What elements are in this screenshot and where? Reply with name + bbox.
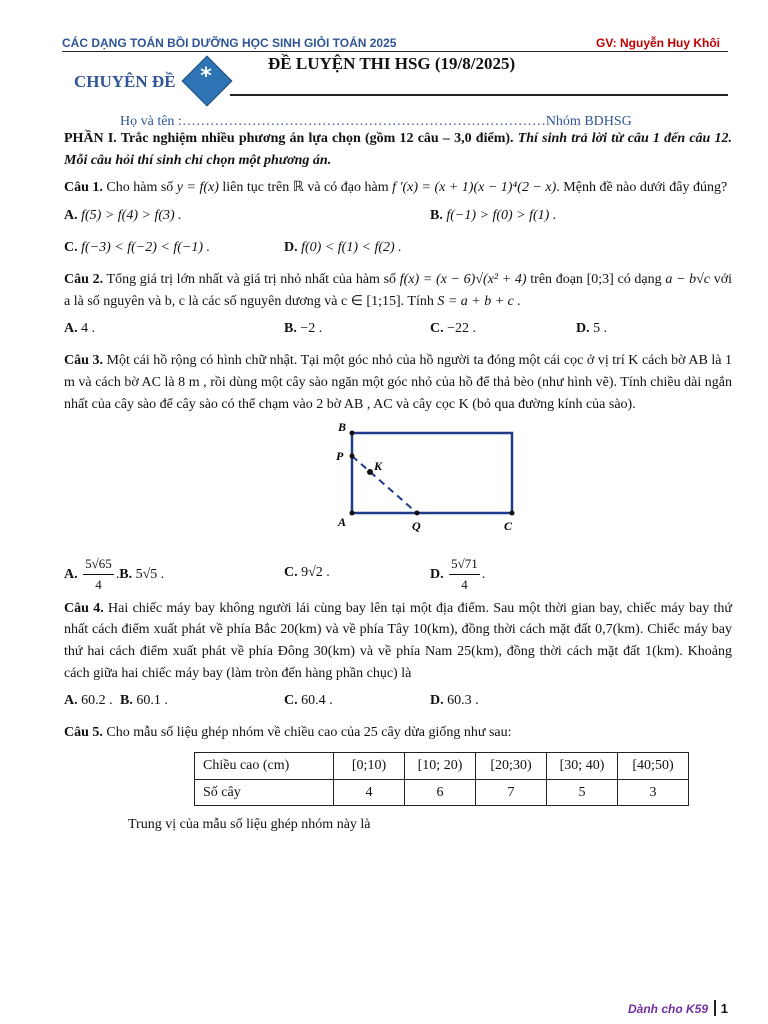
question-text: với a là số nguyên và b, c là các số nguyên dương và c ∈ [1;15]. Tính <box>64 272 733 309</box>
question-2 <box>64 269 732 312</box>
option-c[interactable]: C. 9√2 . <box>284 564 330 580</box>
label-q: Q <box>412 518 421 533</box>
q4-options <box>64 690 732 714</box>
point-q <box>415 510 420 515</box>
table-cell: [0;10) <box>334 752 405 779</box>
row-header: Chiều cao (cm) <box>195 752 334 779</box>
option-c[interactable]: C. f(−3) < f(−2) < f(−1) . <box>64 240 211 256</box>
option-a[interactable]: A. 60.2 . <box>64 693 113 709</box>
question-5-followup: Trung vị của mẫu số liệu ghép nhóm này là <box>128 817 371 833</box>
fraction: $\frac{5√65}{4}$ <box>85 555 112 592</box>
q3-options <box>64 550 732 590</box>
question-5 <box>64 722 732 744</box>
header-rule <box>62 51 728 52</box>
question-1 <box>64 177 732 199</box>
footer-divider <box>714 1000 716 1016</box>
topic-label: CHUYÊN ĐỀ <box>74 72 176 91</box>
option-d[interactable]: D. f(0) < f(1) < f(2) . <box>284 240 402 256</box>
option-d[interactable]: D. 5 . <box>576 321 608 337</box>
rectangle-diagram <box>292 419 513 542</box>
math-expression: S = a + b + c . <box>437 293 521 309</box>
question-3 <box>64 350 732 415</box>
question-label: Câu 5. <box>64 725 103 741</box>
table-row <box>195 752 689 779</box>
option-b[interactable]: B. f(−1) > f(0) > f(1) . <box>430 208 557 224</box>
question-4 <box>64 598 732 685</box>
table-cell: [30; 40) <box>547 752 618 779</box>
question-label: Câu 2. <box>64 272 104 288</box>
table-cell: 3 <box>618 779 689 806</box>
part1-instruction: Thí sinh trả lời từ câu 1 đến câu 12. Mỗi câu hỏi thí sinh chỉ chọn một phương án. <box>64 131 733 168</box>
question-text: Cho hàm số <box>106 180 174 196</box>
table-cell: [10; 20) <box>405 752 476 779</box>
option-d[interactable]: D. $\frac{5√71}{4}$ . <box>430 554 485 595</box>
point-k <box>367 469 373 475</box>
option-a[interactable]: A. 4 . <box>64 321 96 337</box>
table-cell: [40;50) <box>618 752 689 779</box>
exam-content <box>64 128 732 842</box>
question-text: liên tục trên ℝ và có đạo hàm <box>222 180 389 196</box>
point-p <box>350 453 355 458</box>
page-number: 1 <box>720 1001 728 1016</box>
label-a: A <box>338 514 347 529</box>
point-a <box>350 510 355 515</box>
question-label: Câu 4. <box>64 600 104 616</box>
question-text: Hai chiếc máy bay không người lái cùng bay lên tại một địa điểm. Sau một thời gian bay, chiếc máy bay thứ nhất cách điểm xuất phát về phía Bắc 20(km) và về phía Tây 10(km), đồng thời cách mặt đất 0,7(km). Chiếc máy bay thứ hai cách điểm xuất phát về phía Đông 30(km) và về phía Nam 25(km), đồng thời cách mặt đất 1(km). Khoảng cách giữa hai chiếc máy bay (làm tròn đến hàng phần chục) là <box>64 600 732 681</box>
topic-badge <box>182 56 230 104</box>
header-series-title: CÁC DẠNG TOÁN BỒI DƯỠNG HỌC SINH GIỎI TOÁN 2025 <box>62 36 397 50</box>
table-cell: 7 <box>476 779 547 806</box>
part1-intro <box>64 128 732 171</box>
lake-rectangle <box>352 433 512 513</box>
frequency-table <box>194 752 689 806</box>
question-text: Tổng giá trị lớn nhất và giá trị nhỏ nhất của hàm số <box>106 272 397 288</box>
exam-title: ĐỀ LUYỆN THI HSG (19/8/2025) <box>268 54 516 73</box>
title-rule <box>230 94 728 96</box>
label-c: C <box>504 518 513 533</box>
label-b: B <box>338 419 347 434</box>
lake-figure <box>292 419 513 542</box>
question-label: Câu 1. <box>64 180 103 196</box>
label-k: K <box>374 458 383 473</box>
option-c[interactable]: C. −22 . <box>430 321 477 337</box>
header-author: GV: Nguyễn Huy Khôi <box>595 36 720 50</box>
table-cell: 6 <box>405 779 476 806</box>
question-text: . Mệnh đề nào dưới đây đúng? <box>556 180 728 196</box>
option-d[interactable]: D. 60.3 . <box>430 693 479 709</box>
table-row <box>195 779 689 806</box>
student-name-line: Họ và tên :……………………………………………………………………Nhóm BDHSG <box>120 114 632 129</box>
point-b <box>350 430 355 435</box>
table-cell: 4 <box>334 779 405 806</box>
q1-options-row2 <box>64 237 732 261</box>
table-cell: [20;30) <box>476 752 547 779</box>
q1-options-row1 <box>64 205 732 229</box>
math-expression: a − b√c <box>665 272 711 288</box>
table-cell: 5 <box>547 779 618 806</box>
part1-heading: PHẦN I. Trắc nghiệm nhiều phương án lựa chọn (gồm 12 câu – 3,0 điểm). <box>64 131 514 146</box>
badge-star: * <box>200 64 212 89</box>
question-label: Câu 3. <box>64 353 103 369</box>
option-b[interactable]: B. −2 . <box>284 321 323 337</box>
math-expression: f(x) = (x − 6)√(x² + 4) <box>399 272 527 288</box>
question-text: Cho mẫu số liệu ghép nhóm về chiều cao của 25 cây dừa giống như sau: <box>106 725 512 741</box>
footer-audience: Dành cho K59 <box>627 1002 708 1016</box>
row-header: Số cây <box>195 779 334 806</box>
pole-line <box>352 456 417 513</box>
point-c <box>510 510 515 515</box>
math-expression: f '(x) = (x + 1)(x − 1)⁴(2 − x) <box>392 180 557 196</box>
option-b[interactable]: B. 60.1 . <box>120 693 168 709</box>
option-c[interactable]: C. 60.4 . <box>284 693 333 709</box>
label-p: P <box>336 448 344 463</box>
question-text: Một cái hồ rộng có hình chữ nhật. Tại một góc nhỏ của hồ người ta đóng một cái cọc ở vị trí K cách bờ AB là 1 m và cách bờ AC là 8 m , rồi dùng một cây sào ngăn một góc nhỏ của hồ để thả bèo (như hình vẽ). Tính chiều dài ngắn nhất của cây sào để cây sào có thể chạm vào 2 bờ AB , AC và cây cọc K (bỏ qua đường kính của sào). <box>64 353 733 412</box>
option-a[interactable]: A. $\frac{5√65}{4}$ .B. 5√5 . <box>64 554 164 595</box>
question-text: trên đoạn [0;3] có dạng <box>530 272 662 288</box>
q2-options <box>64 318 732 342</box>
math-expression: y = f(x) <box>176 180 219 196</box>
fraction: $\frac{5√71}{4}$ <box>451 555 478 592</box>
option-a[interactable]: A. f(5) > f(4) > f(3) . <box>64 208 182 224</box>
